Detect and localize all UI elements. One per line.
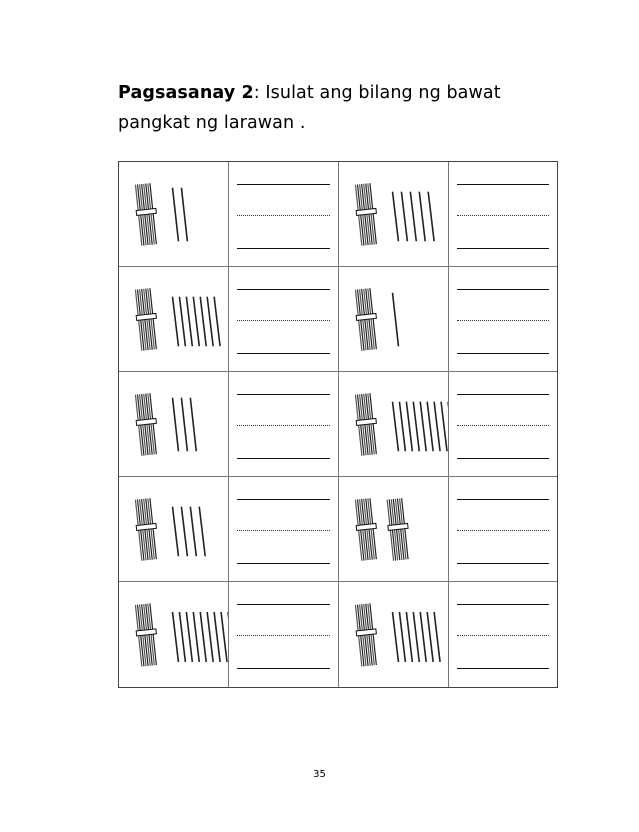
sticks-illustration <box>119 162 228 266</box>
dotted-writing-line <box>237 320 330 321</box>
stick-bundle <box>353 288 379 351</box>
answer-box[interactable] <box>449 267 557 372</box>
sticks-illustration <box>119 477 228 581</box>
picture-cell <box>119 162 229 267</box>
writing-line <box>457 394 549 395</box>
dotted-writing-line <box>457 425 549 426</box>
sticks-illustration <box>339 477 448 581</box>
single-stick <box>181 507 187 557</box>
single-stick <box>181 188 187 241</box>
single-stick <box>420 402 426 452</box>
single-stick <box>200 297 206 347</box>
writing-line <box>237 604 330 605</box>
answer-box[interactable] <box>229 267 339 372</box>
writing-line <box>237 668 330 669</box>
single-stick <box>434 612 440 662</box>
stick-bundle <box>133 498 159 561</box>
single-stick <box>399 402 405 452</box>
single-stick <box>186 612 192 662</box>
instruction <box>118 78 548 138</box>
picture-cell <box>339 477 449 582</box>
single-stick <box>179 297 185 347</box>
single-stick <box>413 402 419 452</box>
stick-bundle <box>353 498 379 561</box>
dotted-writing-line <box>457 635 549 636</box>
single-stick <box>427 402 433 452</box>
writing-line <box>457 458 549 459</box>
single-stick <box>427 612 433 662</box>
dotted-writing-line <box>237 425 330 426</box>
single-stick <box>401 192 407 242</box>
single-stick <box>207 612 213 662</box>
writing-line <box>457 353 549 354</box>
sticks-illustration <box>339 267 448 371</box>
sticks-illustration <box>119 267 228 371</box>
page-number: 35 <box>313 769 326 780</box>
dotted-writing-line <box>457 215 549 216</box>
single-stick <box>221 612 227 662</box>
answer-box[interactable] <box>449 477 557 582</box>
stick-bundle <box>133 288 159 351</box>
single-stick <box>406 402 412 452</box>
single-stick <box>173 297 179 347</box>
single-stick <box>193 612 199 662</box>
picture-cell <box>119 267 229 372</box>
writing-line <box>457 289 549 290</box>
dotted-writing-line <box>237 215 330 216</box>
picture-cell <box>339 582 449 687</box>
stick-bundle <box>133 393 159 456</box>
single-stick <box>406 612 412 662</box>
single-stick <box>179 612 185 662</box>
single-stick <box>393 192 399 242</box>
stick-bundle <box>385 498 411 561</box>
single-stick <box>193 297 199 347</box>
answer-box[interactable] <box>229 582 339 687</box>
dotted-writing-line <box>457 530 549 531</box>
single-stick <box>200 612 206 662</box>
answer-box[interactable] <box>449 162 557 267</box>
single-stick <box>419 192 425 242</box>
picture-cell <box>339 372 449 477</box>
writing-line <box>457 184 549 185</box>
picture-cell <box>339 162 449 267</box>
single-stick <box>173 398 179 451</box>
instruction-text: : Isulat ang bilang ng bawat pangkat ng larawan . <box>118 83 501 133</box>
stick-bundle <box>353 183 379 246</box>
writing-line <box>237 499 330 500</box>
writing-line <box>237 563 330 564</box>
picture-cell <box>339 267 449 372</box>
answer-box[interactable] <box>229 162 339 267</box>
writing-line <box>457 499 549 500</box>
sticks-illustration <box>339 582 448 687</box>
single-stick <box>186 297 192 347</box>
writing-line <box>237 394 330 395</box>
writing-line <box>237 289 330 290</box>
answer-box[interactable] <box>449 582 557 687</box>
single-stick <box>399 612 405 662</box>
single-stick <box>173 188 179 241</box>
stick-bundle <box>353 603 379 667</box>
picture-cell <box>119 372 229 477</box>
stick-bundle <box>133 603 159 667</box>
sticks-illustration <box>339 372 448 476</box>
single-stick <box>434 402 440 452</box>
single-stick <box>428 192 434 242</box>
single-stick <box>173 507 179 557</box>
single-stick <box>190 398 196 451</box>
exercise-title: Pagsasanay 2 <box>118 83 254 103</box>
writing-line <box>237 353 330 354</box>
single-stick <box>420 612 426 662</box>
picture-cell <box>119 582 229 687</box>
writing-line <box>237 184 330 185</box>
stick-bundle <box>353 393 379 456</box>
single-stick <box>199 507 205 557</box>
answer-box[interactable] <box>229 477 339 582</box>
single-stick <box>410 192 416 242</box>
single-stick <box>441 402 447 452</box>
writing-line <box>457 248 549 249</box>
single-stick <box>393 402 399 452</box>
single-stick <box>393 612 399 662</box>
sticks-illustration <box>339 162 448 266</box>
writing-line <box>457 668 549 669</box>
answer-box[interactable] <box>449 372 557 477</box>
answer-box[interactable] <box>229 372 339 477</box>
writing-line <box>237 248 330 249</box>
dotted-writing-line <box>457 320 549 321</box>
exercise-table <box>118 161 558 688</box>
dotted-writing-line <box>237 530 330 531</box>
sticks-illustration <box>119 582 228 687</box>
single-stick <box>413 612 419 662</box>
writing-line <box>237 458 330 459</box>
sticks-illustration <box>119 372 228 476</box>
single-stick <box>393 293 399 346</box>
single-stick <box>214 612 220 662</box>
single-stick <box>207 297 213 347</box>
picture-cell <box>119 477 229 582</box>
single-stick <box>181 398 187 451</box>
single-stick <box>173 612 179 662</box>
single-stick <box>214 297 220 347</box>
writing-line <box>457 563 549 564</box>
dotted-writing-line <box>237 635 330 636</box>
single-stick <box>190 507 196 557</box>
writing-line <box>457 604 549 605</box>
stick-bundle <box>133 183 159 246</box>
